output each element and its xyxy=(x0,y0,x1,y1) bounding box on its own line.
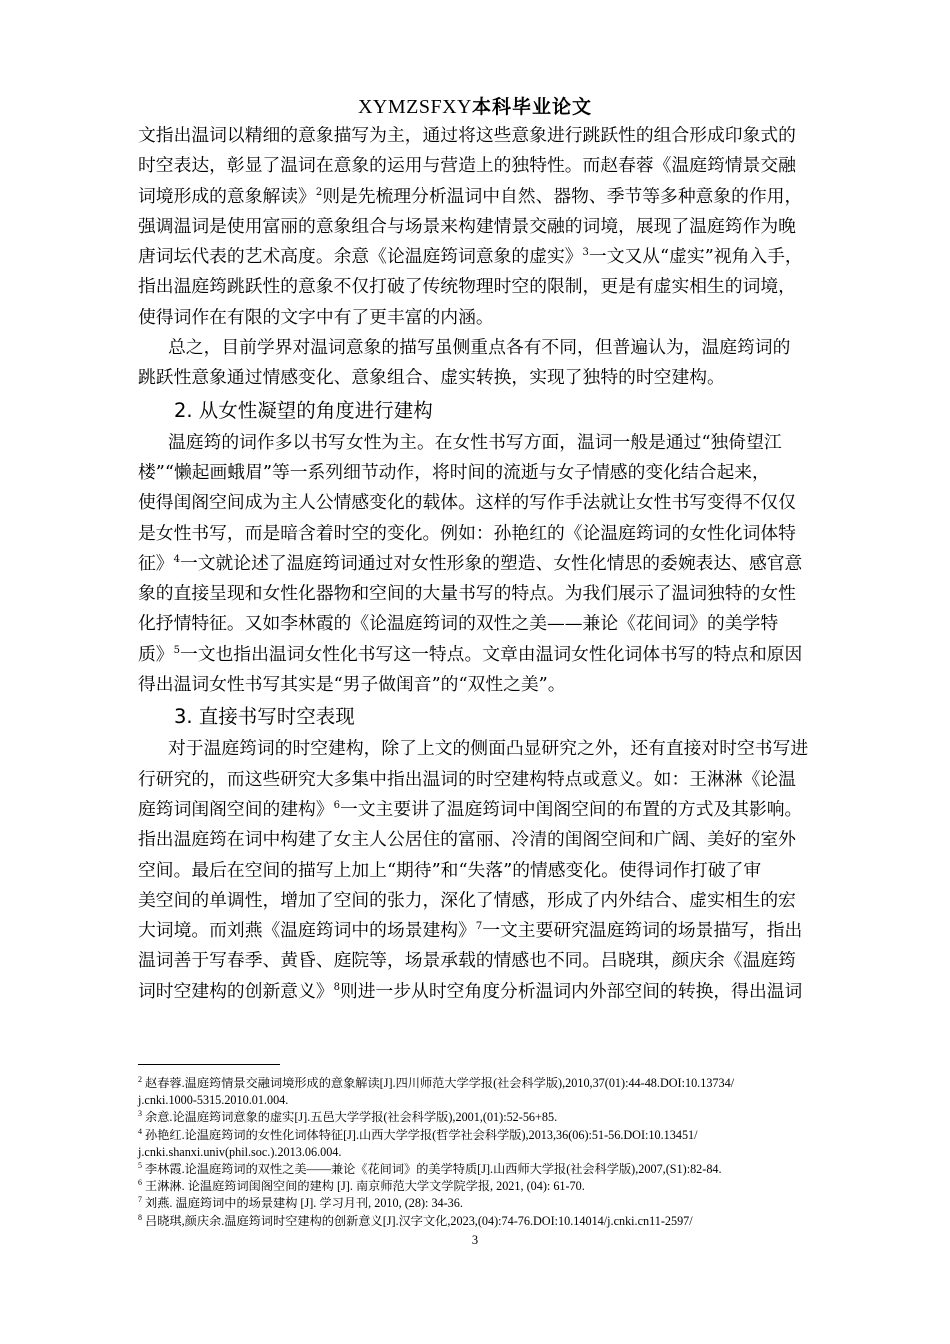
footnote-number: 2 xyxy=(138,1074,142,1084)
footnote-entry xyxy=(138,1144,858,1161)
footnote-ref: 4 xyxy=(173,553,180,565)
footnote-entry xyxy=(138,1092,858,1109)
footnote-text: 刘燕. 温庭筠词中的场景建构 [J]. 学习月刊, 2010, (28): 34-36. xyxy=(142,1196,463,1211)
footnote-ref: 6 xyxy=(333,800,340,812)
line-text: 征》 xyxy=(138,552,174,574)
page-number: 3 xyxy=(471,1233,479,1247)
text-line xyxy=(138,333,854,363)
line-text: 指出温庭筠跳跃性的意象不仅打破了传统物理时空的限制，更是有虚实相生的词境， xyxy=(138,276,796,298)
header-school-code: XYMZSFXY xyxy=(357,96,472,118)
footnote-text: j.cnki.shanxi.univ(phil.soc.).2013.06.004. xyxy=(138,1144,342,1159)
line-text: 一文就论述了温庭筠词通过对女性形象的塑造、女性化情思的委婉表达、感官意 xyxy=(179,552,803,574)
footnote-ref: 7 xyxy=(475,921,483,933)
text-line xyxy=(138,856,854,886)
line-text: 词时空建构的创新意义》 xyxy=(138,980,334,1002)
text-line xyxy=(138,363,854,393)
line-text: 象的直接呈现和女性化器物和空间的大量书写的特点。为我们展示了温词独特的女性 xyxy=(138,583,796,605)
paragraph-spacetime-research xyxy=(138,734,854,1007)
line-text: 使得词作在有限的文字中有了更丰富的内涵。 xyxy=(138,306,494,328)
text-line xyxy=(138,734,854,764)
footnote-text: 李林霞.论温庭筠词的双性之美——兼论《花间词》的美学特质[J].山西师大学报(社会科学版),2007,(S1):82-84. xyxy=(142,1162,722,1177)
footnote-text: j.cnki.1000-5315.2010.01.004. xyxy=(138,1093,289,1108)
text-line xyxy=(138,670,854,700)
text-line xyxy=(138,303,854,333)
footnote-entry xyxy=(138,1109,858,1126)
line-text: 行研究的，而这些研究大多集中指出温词的时空建构特点或意义。如：王淋淋《论温 xyxy=(138,768,796,790)
footnote-text: 王淋淋. 论温庭筠词闺阁空间的建构 [J]. 南京师范大学文学院学报, 2021, (04): 61-70. xyxy=(142,1179,585,1194)
footnote-number: 3 xyxy=(138,1109,142,1119)
line-text: 庭筠词闺阁空间的建构》 xyxy=(138,798,334,820)
text-line xyxy=(138,886,854,916)
text-line xyxy=(138,272,854,302)
text-line xyxy=(138,579,854,609)
text-line xyxy=(138,825,854,855)
line-text: 质》 xyxy=(138,643,174,665)
line-text: 总之，目前学界对温词意象的描写虽侧重点各有不同，但普遍认为，温庭筠词的 xyxy=(168,337,791,359)
paragraph-summary xyxy=(138,333,854,394)
text-line xyxy=(138,242,854,272)
text-line xyxy=(138,916,854,946)
text-line xyxy=(138,946,854,976)
footnotes xyxy=(138,1064,858,1230)
paragraph-female-writing xyxy=(138,428,854,701)
footnote-entry xyxy=(138,1127,858,1144)
footnote-number: 5 xyxy=(138,1160,142,1170)
line-text: 空间。最后在空间的描写上加上“期待”和“失落”的情感变化。使得词作打破了审 xyxy=(138,859,762,881)
text-line xyxy=(138,151,854,181)
line-text: 一文主要研究温庭筠词的场景描写，指出 xyxy=(482,920,803,942)
footnote-number: 7 xyxy=(138,1195,142,1205)
line-text: 使得闺阁空间成为主人公情感变化的载体。这样的写作手法就让女性书写变得不仅仅 xyxy=(138,492,796,514)
footnote-ref: 2 xyxy=(315,186,323,198)
line-text: 强调温词是使用富丽的意象组合与场景来构建情景交融的词境，展现了温庭筠作为晚 xyxy=(138,215,796,237)
text-line xyxy=(138,182,854,212)
footnote-number: 8 xyxy=(138,1212,142,1222)
paragraph-imagery-review xyxy=(138,121,854,333)
footnote-text: 赵春蓉.温庭筠情景交融词境形成的意象解读[J].四川师范大学学报(社会科学版),2010,37(01):44-48.DOI:10.13734/ xyxy=(142,1076,735,1090)
text-line xyxy=(138,977,854,1007)
text-line xyxy=(138,121,854,151)
footnote-text: 吕晓琪,颜庆余.温庭筠词时空建构的创新意义[J].汉字文化,2023,(04):74-76.DOI:10.14014/j.cnki.cn11-2597/ xyxy=(142,1213,693,1228)
footnote-entry xyxy=(138,1195,858,1212)
footnote-entry xyxy=(138,1075,858,1092)
line-text: 美空间的单调性，增加了空间的张力，深化了情感，形成了内外结合、虚实相生的宏 xyxy=(138,889,796,911)
line-text: 对于温庭筠词的时空建构，除了上文的侧面凸显研究之外，还有直接对时空书写进 xyxy=(168,738,809,760)
line-text: 词境形成的意象解读》 xyxy=(138,185,316,207)
line-text: 一文主要讲了温庭筠词中闺阁空间的布置的方式及其影响。 xyxy=(339,798,803,820)
line-text: 指出温庭筠在词中构建了女主人公居住的富丽、冷清的闺阁空间和广阔、美好的室外 xyxy=(138,829,796,851)
text-line xyxy=(138,765,854,795)
line-text: 文指出温词以精细的意象描写为主，通过将这些意象进行跳跃性的组合形成印象式的 xyxy=(138,125,796,146)
text-line xyxy=(138,795,854,825)
line-text: 一文也指出温词女性化书写这一特点。文章由温词女性化词体书写的特点和原因 xyxy=(179,643,803,665)
line-text: 则是先梳理分析温词中自然、器物、季节等多种意象的作用， xyxy=(322,185,803,207)
footnote-list xyxy=(138,1075,858,1230)
line-text: 跳跃性意象通过情感变化、意象组合、虚实转换，实现了独特的时空建构。 xyxy=(138,367,725,389)
footnote-number: 4 xyxy=(138,1126,142,1136)
footnote-text: 孙艳红.论温庭筠词的女性化词体特征[J].山西大学学报(哲学社会科学版),2013,36(06):51-56.DOI:10.13451/ xyxy=(142,1127,698,1142)
footnote-entry xyxy=(138,1213,858,1230)
line-text: 时空表达，彰显了温词在意象的运用与营造上的独特性。而赵春蓉《温庭筠情景交融 xyxy=(138,155,796,177)
line-text: 是女性书写，而是暗含着时空的变化。例如：孙艳红的《论温庭筠词的女性化词体特 xyxy=(138,522,796,544)
text-line xyxy=(138,609,854,639)
text-line xyxy=(138,519,854,549)
footnote-entry xyxy=(138,1178,858,1195)
footnote-separator xyxy=(138,1064,280,1065)
line-text: 楼”“懒起画蛾眉”等一系列细节动作，将时间的流逝与女子情感的变化结合起来， xyxy=(138,461,770,483)
text-line xyxy=(138,212,854,242)
line-text: 则进一步从时空角度分析温词内外部空间的转换，得出温词 xyxy=(339,980,803,1002)
text-line xyxy=(138,428,854,458)
header-thesis-title: 本科毕业论文 xyxy=(472,96,593,118)
text-line xyxy=(138,458,854,488)
footnote-ref: 3 xyxy=(582,247,589,259)
line-text: 唐词坛代表的艺术高度。余意《论温庭筠词意象的虚实》 xyxy=(138,246,583,268)
line-text: 得出温词女性书写其实是“男子做闺音”的“双性之美”。 xyxy=(138,674,566,696)
line-text: 温庭筠的词作多以书写女性为主。在女性书写方面，温词一般是通过“独倚望江 xyxy=(168,431,782,453)
line-text: 化抒情特征。又如李林霞的《论温庭筠词的双性之美——兼论《花间词》的美学特 xyxy=(138,613,779,635)
line-text: 大词境。而刘燕《温庭筠词中的场景建构》 xyxy=(138,920,476,942)
text-line xyxy=(138,549,854,579)
text-line xyxy=(138,640,854,670)
body-text xyxy=(138,121,854,1007)
line-text: 温词善于写春季、黄昏、庭院等，场景承载的情感也不同。吕晓琪，颜庆余《温庭筠 xyxy=(138,950,796,972)
footnote-ref: 8 xyxy=(333,981,340,993)
section-heading-female-gaze: 2. 从女性凝望的角度进行建构 xyxy=(174,398,433,422)
section-heading-direct-spacetime: 3. 直接书写时空表现 xyxy=(174,705,355,729)
page-header xyxy=(0,92,950,119)
footnote-entry xyxy=(138,1161,858,1178)
footnote-ref: 5 xyxy=(173,644,180,656)
footnote-number: 6 xyxy=(138,1178,142,1188)
line-text: 一文又从“虚实”视角入手， xyxy=(588,246,803,268)
footnote-text: 余意.论温庭筠词意象的虚实[J].五邑大学学报(社会科学版),2001,(01):52-56+85. xyxy=(142,1110,558,1125)
text-line xyxy=(138,488,854,518)
